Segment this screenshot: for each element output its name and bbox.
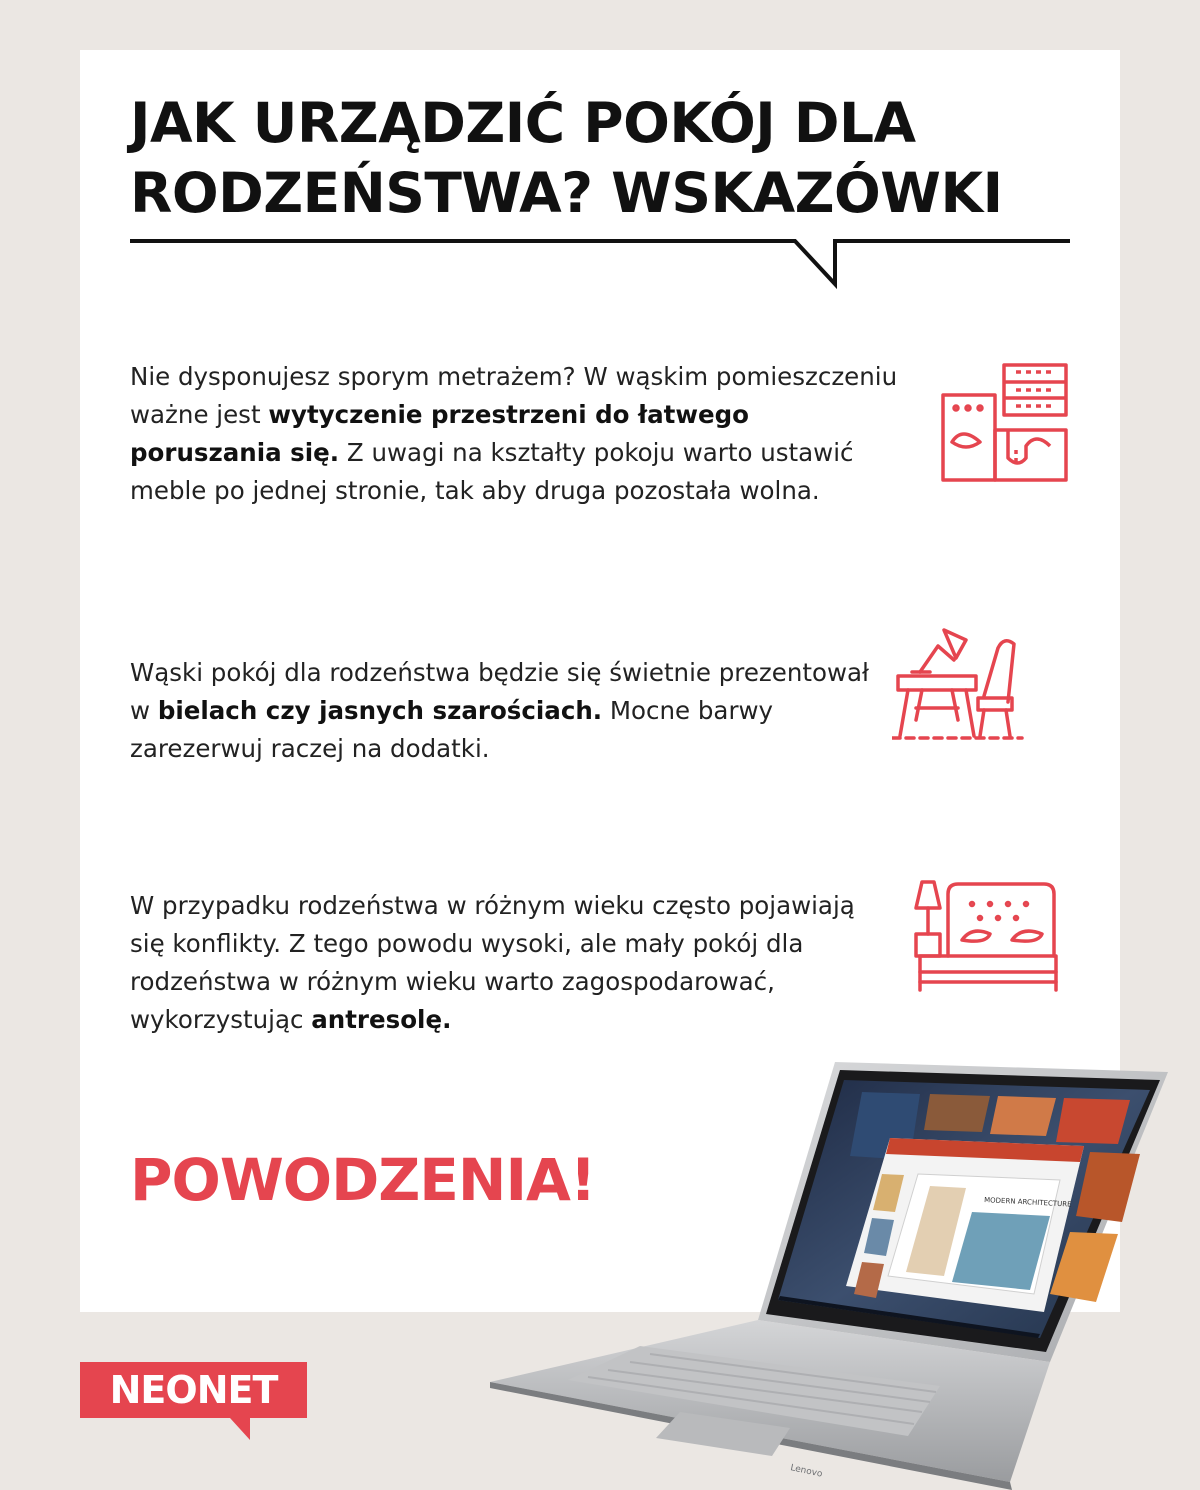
tip-3-highlight: antresolę. [311, 1005, 452, 1034]
logo-text: NEONET [109, 1368, 278, 1412]
desk-lamp-chair-icon [892, 624, 1024, 742]
tip-2-highlight: bielach czy jasnych szarościach. [157, 696, 603, 725]
bed-lamp-icon [910, 878, 1060, 998]
tip-3-text: W przypadku rodzeństwa w różnym wieku często pojawiają się konflikty. Z tego powodu wysoki, ale mały pokój dla rodzeństwa w różnym wieku warto zagospodarować, wykorzystując antresolę. [130, 891, 855, 1034]
tip-2-text: Wąski pokój dla rodzeństwa będzie się świetnie prezentował w bielach czy jasnych szarościach. Mocne barwy zarezerwuj raczej na dodatki. [130, 658, 869, 763]
tip-1-highlight: wytyczenie przestrzeni do łatwego poruszania się. [130, 400, 749, 467]
laptop-brand: Lenovo [789, 1463, 824, 1480]
closing-headline: POWODZENIA! [130, 1146, 596, 1214]
slide-title: MODERN ARCHITECTURE [983, 1196, 1072, 1209]
speech-bubble-divider [130, 236, 1075, 346]
tip-1-text: Nie dysponujesz sporym metrażem? W wąskim pomieszczeniu ważne jest wytyczenie przestrzeni do łatwego poruszania się. Z uwagi na kształty pokoju warto ustawić meble po jednej stronie, tak aby druga pozostała wolna. [130, 362, 898, 505]
page-title: JAK URZĄDZIĆ POKÓJ DLA RODZEŃSTWA? WSKAZÓWKI [130, 91, 1003, 225]
laptop-icon [490, 1062, 1200, 1490]
room-furniture-icon [938, 360, 1070, 485]
